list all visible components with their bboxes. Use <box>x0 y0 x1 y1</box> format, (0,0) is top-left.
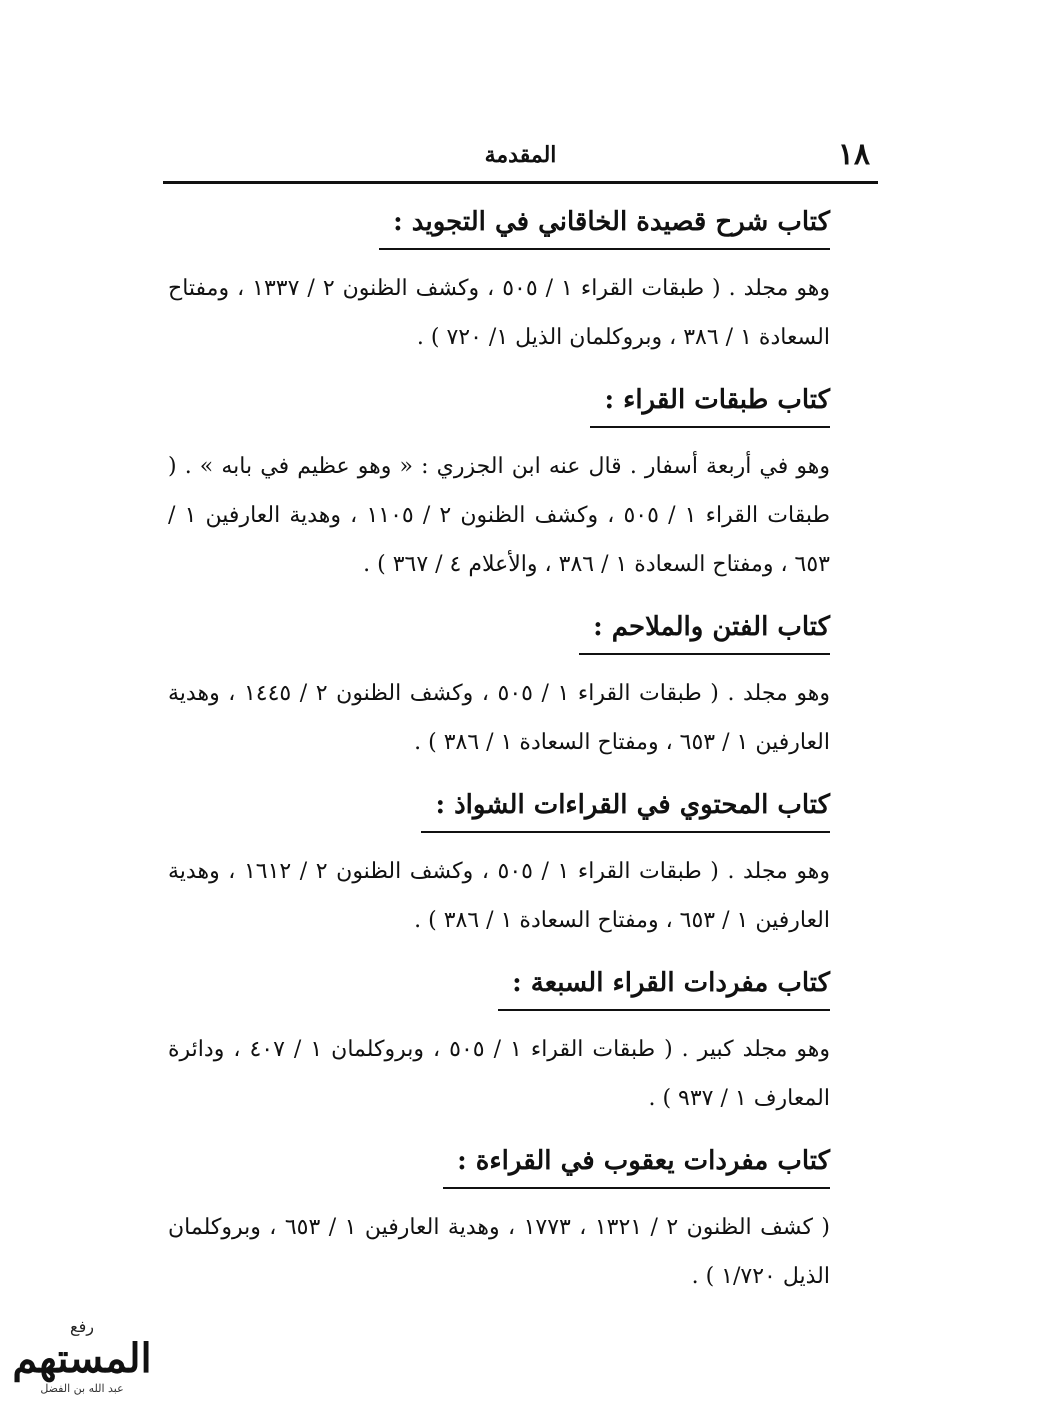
seal-main-text: المستهم <box>12 1335 152 1382</box>
book-entry-title: كتاب المحتوي في القراءات الشواذ : <box>421 779 830 833</box>
book-entry <box>168 779 830 945</box>
book-entry <box>168 196 830 362</box>
page-content <box>168 196 830 1313</box>
page-number: ١٨ <box>837 137 870 172</box>
book-entry-title: كتاب مفردات القراء السبعة : <box>498 957 830 1011</box>
running-title: المقدمة <box>484 142 557 168</box>
book-entry-body: وهو في أربعة أسفار . قال عنه ابن الجزري : « وهو عظيم في بابه » . ( طبقات القراء ١ / ٥٠٥ ، وكشف الظنون ٢ / ١١٠٥ ، وهدية العارفين ١ / ٦٥٣ ، ومفتاح السعادة ١ / ٣٨٦ ، والأعلام ٤ / ٣٦٧ ) . <box>168 454 830 577</box>
book-entry-title: كتاب شرح قصيدة الخاقاني في التجويد : <box>379 196 830 250</box>
book-entry-title: كتاب طبقات القراء : <box>590 374 830 428</box>
book-entry-body: وهو مجلد . ( طبقات القراء ١ / ٥٠٥ ، وكشف الظنون ٢ / ١٤٤٥ ، وهدية العارفين ١ / ٦٥٣ ، ومفتاح السعادة ١ / ٣٨٦ ) . <box>168 681 830 755</box>
book-entry-body: ( كشف الظنون ٢ / ١٣٢١ ، ١٧٧٣ ، وهدية العارفين ١ / ٦٥٣ ، وبروكلمان الذيل ١/٧٢٠ ) . <box>168 1215 830 1289</box>
book-entry <box>168 1135 830 1301</box>
book-entry <box>168 601 830 767</box>
book-entry <box>168 374 830 589</box>
seal-sub-text: عبد الله بن الفضل <box>40 1382 124 1395</box>
book-entry-title: كتاب مفردات يعقوب في القراءة : <box>443 1135 830 1189</box>
seal-top-text: رفع <box>70 1317 94 1336</box>
calligraphy-seal <box>12 1318 152 1410</box>
book-entry-body: وهو مجلد . ( طبقات القراء ١ / ٥٠٥ ، وكشف الظنون ٢ / ١٦١٢ ، وهدية العارفين ١ / ٦٥٣ ، ومفتاح السعادة ١ / ٣٨٦ ) . <box>168 859 830 933</box>
book-entry-body: وهو مجلد كبير . ( طبقات القراء ١ / ٥٠٥ ، وبروكلمان ١ / ٤٠٧ ، ودائرة المعارف ١ / ٩٣٧ ) . <box>168 1037 830 1111</box>
book-entry-body: وهو مجلد . ( طبقات القراء ١ / ٥٠٥ ، وكشف الظنون ٢ / ١٣٣٧ ، ومفتاح السعادة ١ / ٣٨٦ ، وبروكلمان الذيل ١/ ٧٢٠ ) . <box>168 276 830 350</box>
page-header <box>163 135 878 184</box>
book-entry-title: كتاب الفتن والملاحم : <box>579 601 830 655</box>
book-entry <box>168 957 830 1123</box>
